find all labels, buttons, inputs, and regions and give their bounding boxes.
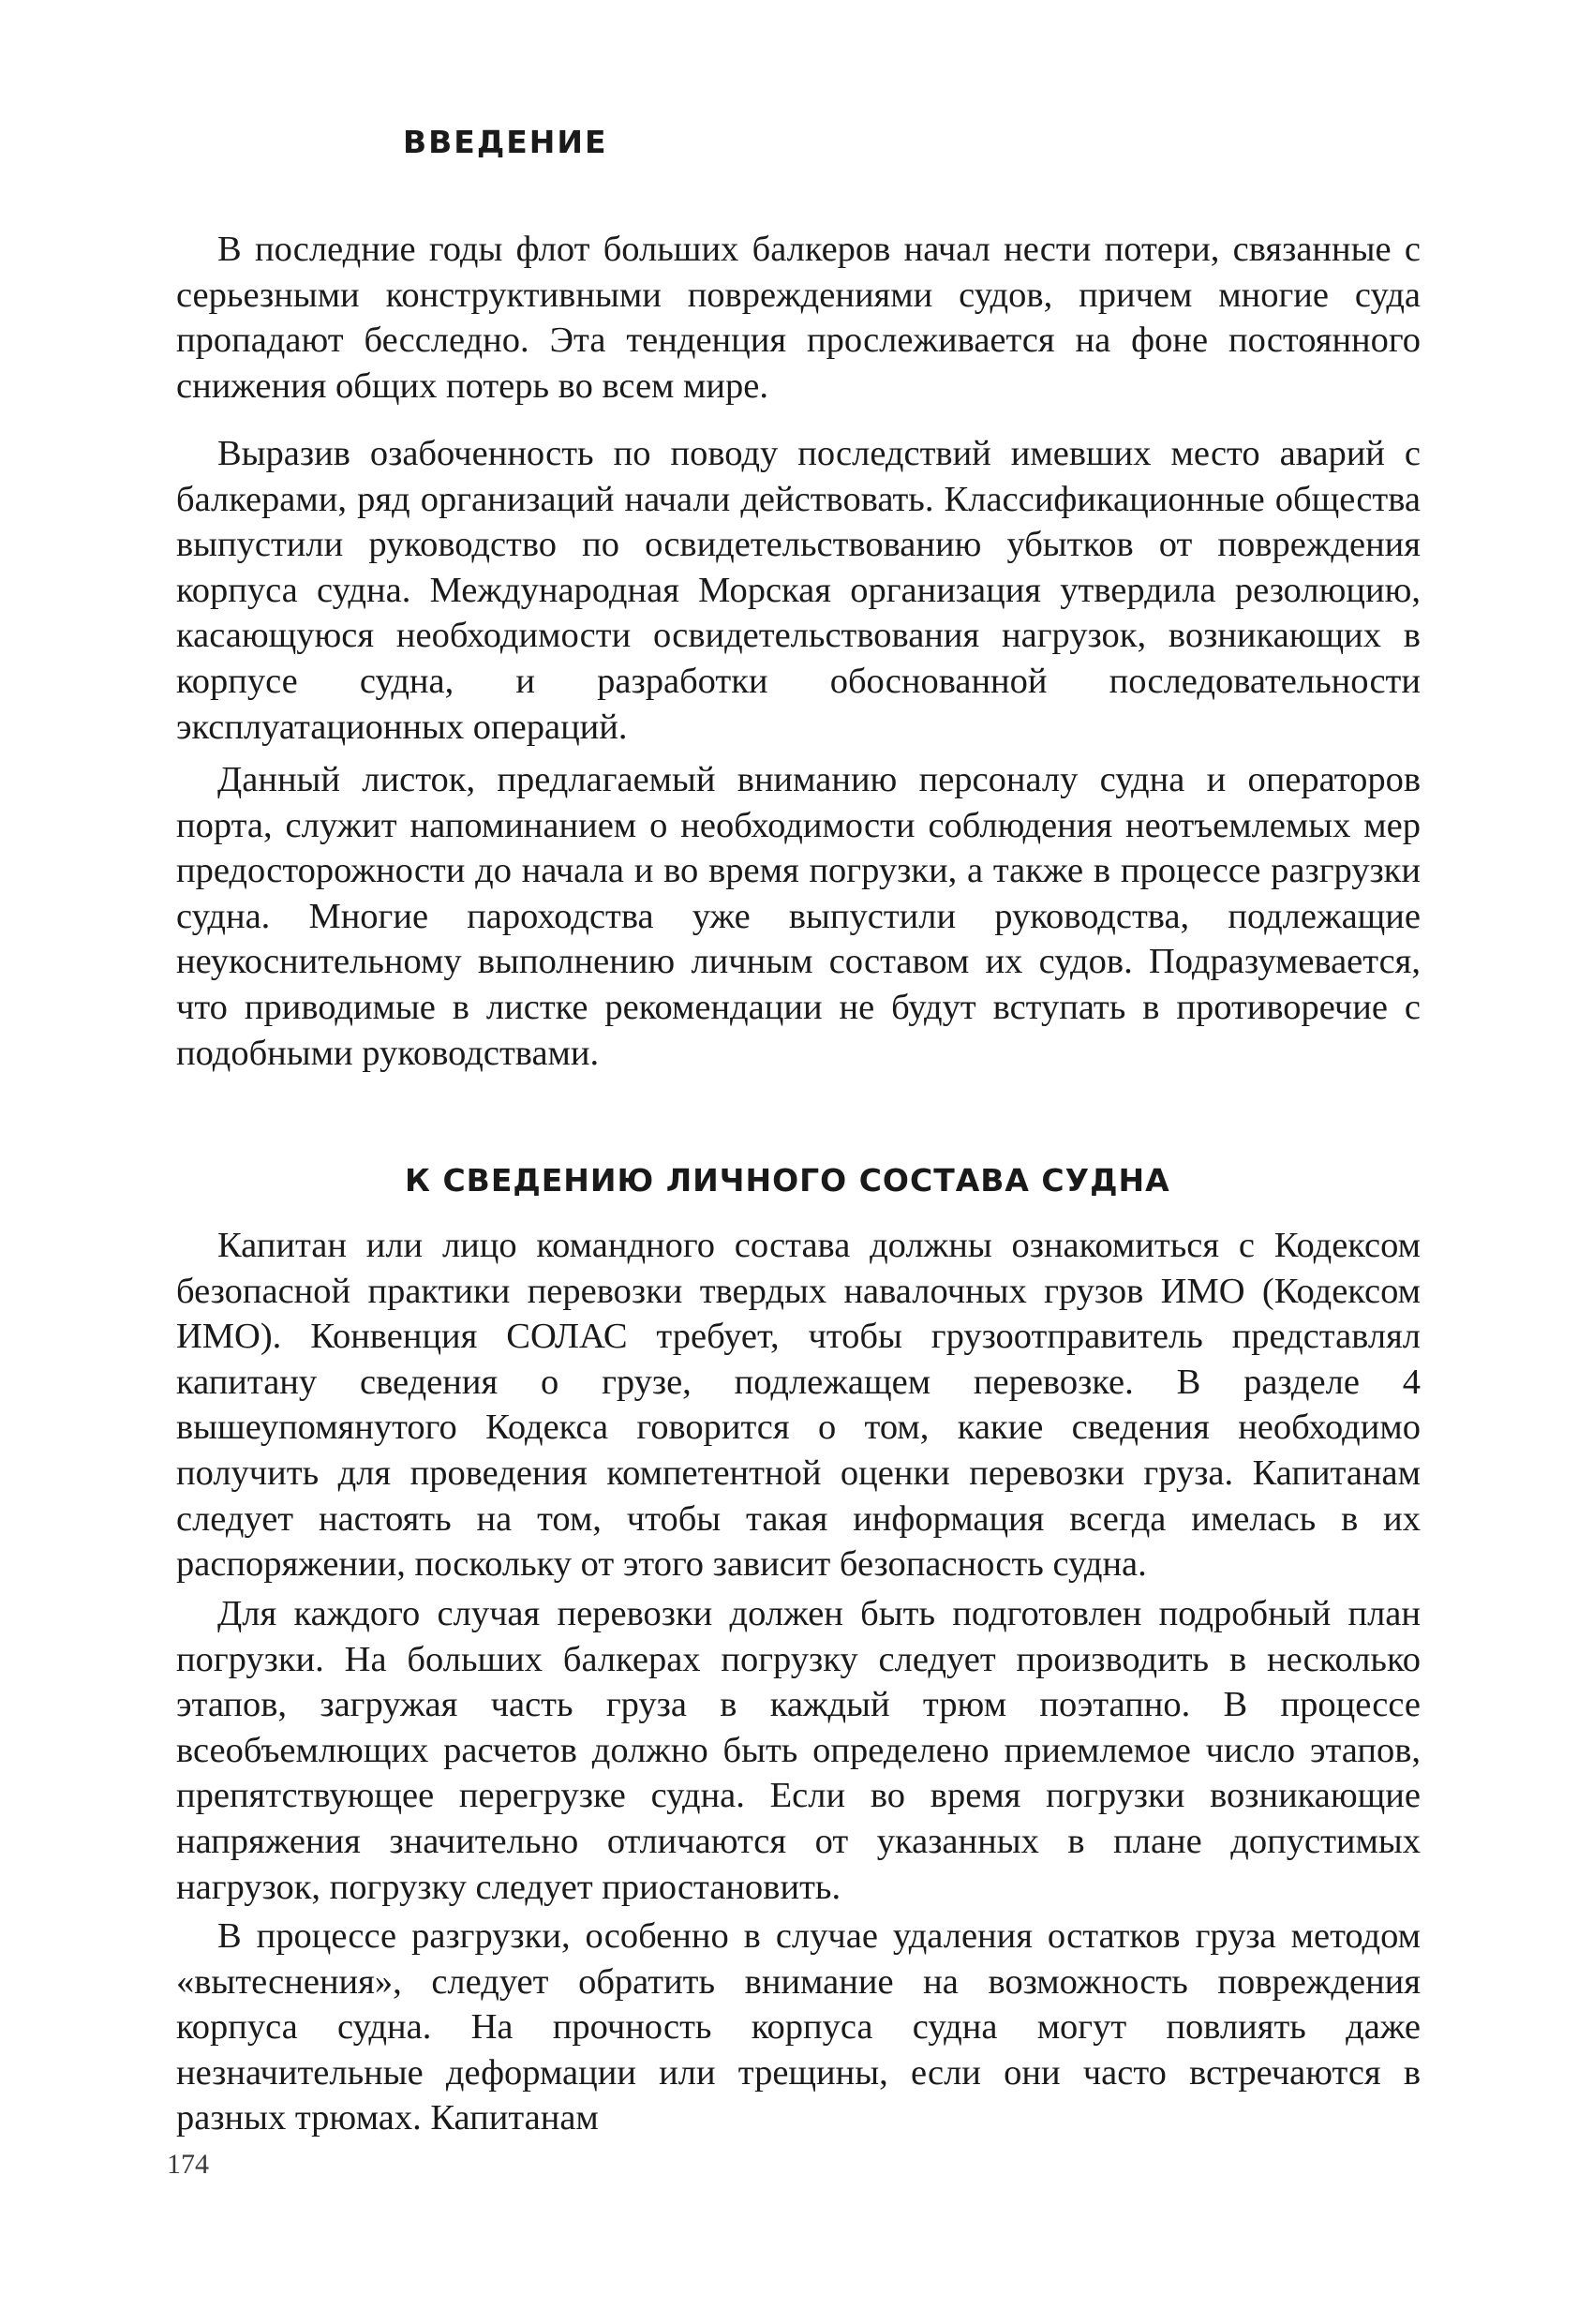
intro-paragraph-1: В последние годы флот больших балкеров начал нести потери, связанные с серьезными конструктивными повреждениями судов, причем многие суда пропадают бесследно. Эта тенденция прослеживается на фоне постоянного снижения общих потерь во всем мире.	[176, 230, 1421, 406]
page-number: 174	[167, 2149, 209, 2180]
crew-paragraph-2: Для каждого случая перевозки должен быть подготовлен подробный план погрузки. На больших балкерах погрузку следует производить в несколько этапов, загружая часть груза в каждый трюм поэтапно. В процессе всеобъемлющих расчетов должно быть определено приемлемое число этапов, препятствующее перегрузке судна. Если во время погрузки возникающие напряжения значительно отличаются от указанных в плане допустимых нагрузок, погрузку следует приостановить.	[176, 1594, 1421, 1907]
crew-paragraph-1: Капитан или лицо командного состава должны ознакомиться с Кодексом безопасной практики перевозки твердых навалочных грузов ИМО (Кодексом ИМО). Конвенция СОЛАС требует, чтобы грузоотправитель представлял капитану сведения о грузе, подлежащем перевозке. В разделе 4 вышеупомянутого Кодекса говорится о том, какие сведения необходимо получить для проведения компетентной оценки перевозки груза. Капитанам следует настоять на том, чтобы такая информация всегда имелась в их распоряжении, поскольку от этого зависит безопасность судна.	[176, 1226, 1421, 1585]
section-heading-crew: К СВЕДЕНИЮ ЛИЧНОГО СОСТАВА СУДНА	[405, 1162, 1170, 1199]
section-heading-introduction: ВВЕДЕНИЕ	[403, 124, 608, 160]
intro-paragraph-3: Данный листок, предлагаемый вниманию персоналу судна и операторов порта, служит напоминанием о необходимости соблюдения неотъемлемых мер предосторожности до начала и во время погрузки, а также в процессе разгрузки судна. Многие пароходства уже выпустили руководства, подлежащие неукоснительному выполнению личным составом их судов. Подразумевается, что приводимые в листке рекомендации не будут вступать в противоречие с подобными руководствами.	[176, 760, 1421, 1073]
intro-paragraph-2: Выразив озабоченность по поводу последствий имевших место аварий с балкерами, ряд организаций начали действовать. Классификационные общества выпустили руководство по освидетельствованию убытков от повреждения корпуса судна. Международная Морская организация утвердила резолюцию, касающуюся необходимости освидетельствования нагрузок, возникающих в корпусе судна, и разработки обоснованной последовательности эксплуатационных операций.	[176, 434, 1421, 747]
crew-paragraph-3: В процессе разгрузки, особенно в случае удаления остатков груза методом «вытеснения», следует обратить внимание на возможность повреждения корпуса судна. На прочность корпуса судна могут повлиять даже незначительные деформации или трещины, если они часто встречаются в разных трюмах. Капитанам	[176, 1916, 1421, 2138]
